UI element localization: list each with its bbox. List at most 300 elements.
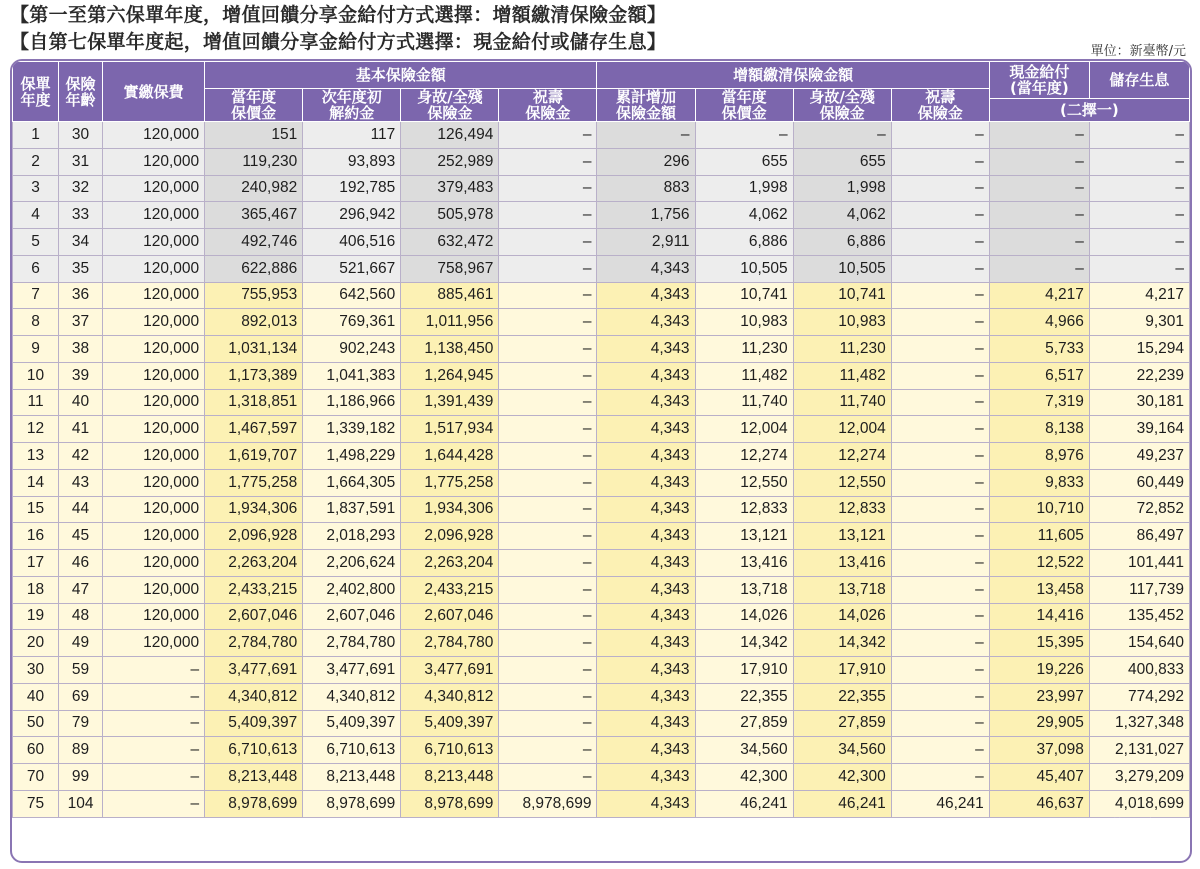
cell-policy-year: 1 (13, 122, 59, 149)
cell-paidup-policy-value: 10,983 (695, 309, 793, 336)
cell-basic-surrender: 521,667 (303, 255, 401, 282)
cell-premium: 120,000 (103, 336, 205, 363)
cell-basic-longevity: – (499, 229, 597, 256)
cell-interest: 60,449 (1089, 469, 1189, 496)
cell-age: 36 (59, 282, 103, 309)
cell-basic-surrender: 1,664,305 (303, 469, 401, 496)
cell-paidup-longevity: 46,241 (891, 790, 989, 817)
cell-paidup-policy-value: 11,230 (695, 336, 793, 363)
cell-policy-year: 19 (13, 603, 59, 630)
cell-cash-payment: 10,710 (989, 496, 1089, 523)
cell-paidup-policy-value: 11,740 (695, 389, 793, 416)
cell-basic-longevity: – (499, 255, 597, 282)
cell-basic-policy-value: 8,213,448 (205, 764, 303, 791)
table-row (13, 362, 1190, 389)
cell-age: 38 (59, 336, 103, 363)
cell-basic-death: 505,978 (401, 202, 499, 229)
cell-basic-longevity: – (499, 630, 597, 657)
cell-paidup-policy-value: 22,355 (695, 683, 793, 710)
table-row (13, 657, 1190, 684)
cell-paidup-cumulative: 4,343 (597, 523, 695, 550)
cell-age: 42 (59, 443, 103, 470)
cell-age: 47 (59, 576, 103, 603)
cell-age: 31 (59, 148, 103, 175)
table-row (13, 175, 1190, 202)
cell-paidup-longevity: – (891, 523, 989, 550)
cell-basic-policy-value: 2,263,204 (205, 550, 303, 577)
cell-basic-surrender: 1,498,229 (303, 443, 401, 470)
cell-policy-year: 2 (13, 148, 59, 175)
cell-cash-payment: – (989, 148, 1089, 175)
cell-paidup-death: 12,833 (793, 496, 891, 523)
cell-paidup-death: 11,482 (793, 362, 891, 389)
cell-paidup-policy-value: 10,741 (695, 282, 793, 309)
header-paidup-policy-value: 當年度 保價金 (695, 89, 793, 122)
cell-cash-payment: 8,138 (989, 416, 1089, 443)
cell-cash-payment: 4,217 (989, 282, 1089, 309)
cell-paidup-death: 1,998 (793, 175, 891, 202)
cell-paidup-death: 11,740 (793, 389, 891, 416)
cell-basic-policy-value: 892,013 (205, 309, 303, 336)
cell-basic-policy-value: 2,096,928 (205, 523, 303, 550)
cell-paidup-longevity: – (891, 603, 989, 630)
cell-premium: 120,000 (103, 550, 205, 577)
benefit-table (12, 61, 1190, 818)
cell-basic-longevity: – (499, 576, 597, 603)
cell-premium: 120,000 (103, 148, 205, 175)
cell-premium: 120,000 (103, 122, 205, 149)
cell-premium: 120,000 (103, 630, 205, 657)
cell-premium: 120,000 (103, 255, 205, 282)
cell-interest: 39,164 (1089, 416, 1189, 443)
cell-paidup-policy-value: 46,241 (695, 790, 793, 817)
cell-basic-longevity: – (499, 175, 597, 202)
cell-basic-surrender: 2,607,046 (303, 603, 401, 630)
cell-paidup-death: 12,274 (793, 443, 891, 470)
cell-basic-policy-value: 365,467 (205, 202, 303, 229)
cell-paidup-policy-value: – (695, 122, 793, 149)
cell-paidup-cumulative: 4,343 (597, 416, 695, 443)
cell-basic-longevity: – (499, 309, 597, 336)
header-paidup-cumulative: 累計增加 保險金額 (597, 89, 695, 122)
cell-basic-longevity: – (499, 764, 597, 791)
cell-cash-payment: – (989, 175, 1089, 202)
table-row (13, 282, 1190, 309)
cell-age: 34 (59, 229, 103, 256)
cell-age: 40 (59, 389, 103, 416)
cell-paidup-longevity: – (891, 309, 989, 336)
cell-cash-payment: 12,522 (989, 550, 1089, 577)
cell-paidup-death: 10,741 (793, 282, 891, 309)
cell-policy-year: 40 (13, 683, 59, 710)
cell-cash-payment: 13,458 (989, 576, 1089, 603)
cell-paidup-policy-value: 12,004 (695, 416, 793, 443)
cell-basic-policy-value: 2,607,046 (205, 603, 303, 630)
cell-basic-policy-value: 1,318,851 (205, 389, 303, 416)
page-titles (10, 2, 666, 56)
cell-cash-payment: 46,637 (989, 790, 1089, 817)
cell-basic-longevity: – (499, 469, 597, 496)
cell-interest: 101,441 (1089, 550, 1189, 577)
cell-policy-year: 50 (13, 710, 59, 737)
cell-paidup-policy-value: 17,910 (695, 657, 793, 684)
cell-premium: 120,000 (103, 309, 205, 336)
cell-paidup-policy-value: 13,416 (695, 550, 793, 577)
cell-basic-longevity: – (499, 443, 597, 470)
cell-cash-payment: 29,905 (989, 710, 1089, 737)
cell-paidup-cumulative: 4,343 (597, 630, 695, 657)
cell-basic-longevity: – (499, 603, 597, 630)
cell-paidup-cumulative: 4,343 (597, 443, 695, 470)
header-interest: 儲存生息 (1089, 62, 1189, 99)
cell-age: 44 (59, 496, 103, 523)
cell-basic-death: 2,607,046 (401, 603, 499, 630)
cell-age: 48 (59, 603, 103, 630)
cell-paidup-cumulative: – (597, 122, 695, 149)
table-row (13, 790, 1190, 817)
cell-paidup-death: 11,230 (793, 336, 891, 363)
cell-premium: 120,000 (103, 416, 205, 443)
cell-policy-year: 10 (13, 362, 59, 389)
cell-paidup-longevity: – (891, 630, 989, 657)
cell-basic-policy-value: 2,784,780 (205, 630, 303, 657)
table-row (13, 764, 1190, 791)
cell-premium: – (103, 790, 205, 817)
title-line-1: 【第一至第六保單年度，增值回饋分享金給付方式選擇：增額繳清保險金額】 (10, 4, 667, 26)
cell-age: 89 (59, 737, 103, 764)
cell-basic-surrender: 2,784,780 (303, 630, 401, 657)
cell-basic-surrender: 6,710,613 (303, 737, 401, 764)
cell-paidup-policy-value: 12,274 (695, 443, 793, 470)
cell-premium: – (103, 764, 205, 791)
cell-basic-death: 2,263,204 (401, 550, 499, 577)
cell-policy-year: 8 (13, 309, 59, 336)
cell-cash-payment: 37,098 (989, 737, 1089, 764)
cell-paidup-policy-value: 10,505 (695, 255, 793, 282)
cell-basic-policy-value: 2,433,215 (205, 576, 303, 603)
cell-paidup-longevity: – (891, 389, 989, 416)
unit-label: 單位：新臺幣/元 (1090, 44, 1186, 59)
table-row (13, 443, 1190, 470)
cell-age: 39 (59, 362, 103, 389)
cell-basic-surrender: 2,402,800 (303, 576, 401, 603)
table-row (13, 148, 1190, 175)
header-policy-year: 保單 年度 (13, 62, 59, 122)
cell-basic-policy-value: 1,173,389 (205, 362, 303, 389)
table-body (13, 122, 1190, 818)
cell-premium: 120,000 (103, 576, 205, 603)
cell-basic-death: 379,483 (401, 175, 499, 202)
cell-basic-death: 2,784,780 (401, 630, 499, 657)
cell-paidup-policy-value: 13,121 (695, 523, 793, 550)
cell-paidup-longevity: – (891, 416, 989, 443)
cell-basic-longevity: – (499, 550, 597, 577)
cell-basic-death: 8,978,699 (401, 790, 499, 817)
cell-basic-policy-value: 1,031,134 (205, 336, 303, 363)
header-cash-payment: 現金給付 (當年度) (989, 62, 1089, 99)
cell-cash-payment: 7,319 (989, 389, 1089, 416)
cell-basic-policy-value: 240,982 (205, 175, 303, 202)
cell-policy-year: 5 (13, 229, 59, 256)
cell-paidup-policy-value: 14,026 (695, 603, 793, 630)
cell-cash-payment: 19,226 (989, 657, 1089, 684)
cell-basic-surrender: 642,560 (303, 282, 401, 309)
cell-cash-payment: 23,997 (989, 683, 1089, 710)
cell-cash-payment: – (989, 122, 1089, 149)
cell-basic-death: 758,967 (401, 255, 499, 282)
cell-paidup-longevity: – (891, 122, 989, 149)
header-basic-death: 身故/全殘 保險金 (401, 89, 499, 122)
cell-paidup-longevity: – (891, 282, 989, 309)
cell-paidup-cumulative: 4,343 (597, 309, 695, 336)
cell-premium: 120,000 (103, 443, 205, 470)
cell-basic-death: 6,710,613 (401, 737, 499, 764)
header-basic-longevity: 祝壽 保險金 (499, 89, 597, 122)
cell-paidup-death: 10,505 (793, 255, 891, 282)
cell-age: 32 (59, 175, 103, 202)
cell-paidup-policy-value: 6,886 (695, 229, 793, 256)
cell-basic-surrender: 296,942 (303, 202, 401, 229)
cell-basic-longevity: – (499, 523, 597, 550)
cell-basic-longevity: – (499, 496, 597, 523)
cell-age: 46 (59, 550, 103, 577)
header-basic-policy-value: 當年度 保價金 (205, 89, 303, 122)
cell-basic-surrender: 1,041,383 (303, 362, 401, 389)
cell-cash-payment: 45,407 (989, 764, 1089, 791)
cell-paidup-longevity: – (891, 764, 989, 791)
cell-basic-longevity: – (499, 657, 597, 684)
cell-basic-policy-value: 119,230 (205, 148, 303, 175)
table-row (13, 255, 1190, 282)
cell-paidup-death: 46,241 (793, 790, 891, 817)
cell-paidup-death: 27,859 (793, 710, 891, 737)
cell-basic-longevity: – (499, 683, 597, 710)
cell-paidup-death: 12,004 (793, 416, 891, 443)
cell-policy-year: 7 (13, 282, 59, 309)
header-basic-surrender: 次年度初 解約金 (303, 89, 401, 122)
cell-basic-policy-value: 5,409,397 (205, 710, 303, 737)
cell-basic-death: 1,644,428 (401, 443, 499, 470)
cell-interest: 117,739 (1089, 576, 1189, 603)
cell-basic-surrender: 93,893 (303, 148, 401, 175)
title-line-2: 【自第七保單年度起，增值回饋分享金給付方式選擇：現金給付或儲存生息】 (10, 31, 667, 53)
cell-paidup-cumulative: 296 (597, 148, 695, 175)
cell-premium: 120,000 (103, 603, 205, 630)
cell-paidup-longevity: – (891, 202, 989, 229)
cell-basic-longevity: – (499, 737, 597, 764)
cell-paidup-policy-value: 11,482 (695, 362, 793, 389)
table-row (13, 550, 1190, 577)
cell-policy-year: 16 (13, 523, 59, 550)
table-row (13, 336, 1190, 363)
cell-basic-policy-value: 151 (205, 122, 303, 149)
cell-paidup-policy-value: 12,833 (695, 496, 793, 523)
cell-interest: – (1089, 229, 1189, 256)
table-row (13, 202, 1190, 229)
cell-cash-payment: 5,733 (989, 336, 1089, 363)
cell-interest: – (1089, 175, 1189, 202)
cell-age: 30 (59, 122, 103, 149)
cell-paidup-longevity: – (891, 469, 989, 496)
header-choose-one: (二擇一) (989, 99, 1189, 122)
cell-basic-death: 5,409,397 (401, 710, 499, 737)
table-row (13, 603, 1190, 630)
cell-paidup-cumulative: 4,343 (597, 737, 695, 764)
cell-cash-payment: – (989, 202, 1089, 229)
cell-age: 35 (59, 255, 103, 282)
cell-basic-death: 4,340,812 (401, 683, 499, 710)
benefit-table-container (10, 59, 1192, 863)
cell-basic-death: 632,472 (401, 229, 499, 256)
cell-paidup-death: 17,910 (793, 657, 891, 684)
cell-paidup-policy-value: 12,550 (695, 469, 793, 496)
cell-paidup-cumulative: 4,343 (597, 282, 695, 309)
cell-basic-death: 2,096,928 (401, 523, 499, 550)
cell-policy-year: 13 (13, 443, 59, 470)
cell-paidup-policy-value: 13,718 (695, 576, 793, 603)
cell-paidup-policy-value: 655 (695, 148, 793, 175)
cell-paidup-longevity: – (891, 443, 989, 470)
cell-policy-year: 4 (13, 202, 59, 229)
cell-basic-policy-value: 4,340,812 (205, 683, 303, 710)
table-row (13, 523, 1190, 550)
cell-premium: 120,000 (103, 389, 205, 416)
cell-basic-surrender: 4,340,812 (303, 683, 401, 710)
cell-paidup-death: 12,550 (793, 469, 891, 496)
cell-policy-year: 3 (13, 175, 59, 202)
cell-basic-longevity: – (499, 336, 597, 363)
cell-cash-payment: 8,976 (989, 443, 1089, 470)
cell-basic-surrender: 1,837,591 (303, 496, 401, 523)
cell-basic-surrender: 406,516 (303, 229, 401, 256)
cell-basic-policy-value: 1,467,597 (205, 416, 303, 443)
cell-policy-year: 9 (13, 336, 59, 363)
cell-basic-death: 1,391,439 (401, 389, 499, 416)
cell-interest: – (1089, 122, 1189, 149)
cell-paidup-longevity: – (891, 229, 989, 256)
cell-age: 33 (59, 202, 103, 229)
cell-paidup-death: 34,560 (793, 737, 891, 764)
cell-paidup-cumulative: 4,343 (597, 576, 695, 603)
cell-paidup-policy-value: 1,998 (695, 175, 793, 202)
cell-basic-surrender: 3,477,691 (303, 657, 401, 684)
cell-basic-death: 1,264,945 (401, 362, 499, 389)
cell-paidup-policy-value: 42,300 (695, 764, 793, 791)
header-basic-group: 基本保險金額 (205, 62, 597, 89)
cell-interest: – (1089, 148, 1189, 175)
cell-paidup-policy-value: 4,062 (695, 202, 793, 229)
cell-paidup-cumulative: 4,343 (597, 710, 695, 737)
cell-age: 49 (59, 630, 103, 657)
cell-paidup-death: 10,983 (793, 309, 891, 336)
cell-basic-surrender: 8,978,699 (303, 790, 401, 817)
cell-policy-year: 70 (13, 764, 59, 791)
cell-policy-year: 15 (13, 496, 59, 523)
table-row (13, 683, 1190, 710)
cell-paidup-policy-value: 34,560 (695, 737, 793, 764)
cell-interest: 22,239 (1089, 362, 1189, 389)
cell-age: 43 (59, 469, 103, 496)
cell-interest: 135,452 (1089, 603, 1189, 630)
cell-interest: 72,852 (1089, 496, 1189, 523)
cell-basic-longevity: – (499, 389, 597, 416)
cell-paidup-longevity: – (891, 576, 989, 603)
cell-paidup-longevity: – (891, 710, 989, 737)
cell-premium: 120,000 (103, 523, 205, 550)
cell-premium: – (103, 683, 205, 710)
cell-basic-surrender: 1,339,182 (303, 416, 401, 443)
cell-age: 79 (59, 710, 103, 737)
cell-premium: – (103, 737, 205, 764)
cell-paidup-cumulative: 2,911 (597, 229, 695, 256)
cell-basic-policy-value: 1,775,258 (205, 469, 303, 496)
cell-cash-payment: 6,517 (989, 362, 1089, 389)
cell-paidup-longevity: – (891, 657, 989, 684)
cell-basic-longevity: – (499, 710, 597, 737)
cell-premium: 120,000 (103, 202, 205, 229)
cell-age: 45 (59, 523, 103, 550)
cell-paidup-longevity: – (891, 255, 989, 282)
table-row (13, 496, 1190, 523)
cell-interest: 9,301 (1089, 309, 1189, 336)
cell-basic-surrender: 8,213,448 (303, 764, 401, 791)
cell-paidup-cumulative: 4,343 (597, 550, 695, 577)
cell-paidup-cumulative: 4,343 (597, 683, 695, 710)
cell-policy-year: 17 (13, 550, 59, 577)
cell-paidup-death: 42,300 (793, 764, 891, 791)
cell-policy-year: 75 (13, 790, 59, 817)
cell-premium: – (103, 710, 205, 737)
header-insured-age: 保險 年齡 (59, 62, 103, 122)
cell-basic-death: 1,775,258 (401, 469, 499, 496)
cell-paidup-longevity: – (891, 683, 989, 710)
cell-age: 37 (59, 309, 103, 336)
cell-paidup-cumulative: 4,343 (597, 255, 695, 282)
table-row (13, 630, 1190, 657)
cell-interest: 400,833 (1089, 657, 1189, 684)
cell-basic-longevity: – (499, 282, 597, 309)
table-row (13, 737, 1190, 764)
cell-basic-death: 885,461 (401, 282, 499, 309)
cell-paidup-cumulative: 4,343 (597, 389, 695, 416)
cell-interest: 86,497 (1089, 523, 1189, 550)
cell-basic-surrender: 902,243 (303, 336, 401, 363)
cell-cash-payment: 15,395 (989, 630, 1089, 657)
cell-paidup-cumulative: 883 (597, 175, 695, 202)
cell-policy-year: 20 (13, 630, 59, 657)
cell-paidup-cumulative: 4,343 (597, 336, 695, 363)
cell-premium: 120,000 (103, 469, 205, 496)
cell-basic-longevity: – (499, 362, 597, 389)
cell-paidup-death: 13,416 (793, 550, 891, 577)
header-paidup-longevity: 祝壽 保險金 (891, 89, 989, 122)
cell-premium: – (103, 657, 205, 684)
cell-basic-surrender: 2,206,624 (303, 550, 401, 577)
cell-cash-payment: 9,833 (989, 469, 1089, 496)
cell-basic-policy-value: 755,953 (205, 282, 303, 309)
cell-paidup-cumulative: 4,343 (597, 362, 695, 389)
cell-basic-death: 252,989 (401, 148, 499, 175)
cell-paidup-cumulative: 4,343 (597, 496, 695, 523)
cell-basic-death: 1,011,956 (401, 309, 499, 336)
cell-paidup-death: 655 (793, 148, 891, 175)
cell-age: 99 (59, 764, 103, 791)
cell-interest: 2,131,027 (1089, 737, 1189, 764)
cell-basic-longevity: – (499, 416, 597, 443)
cell-policy-year: 12 (13, 416, 59, 443)
table-row (13, 309, 1190, 336)
header-paidup-group: 增額繳清保險金額 (597, 62, 989, 89)
